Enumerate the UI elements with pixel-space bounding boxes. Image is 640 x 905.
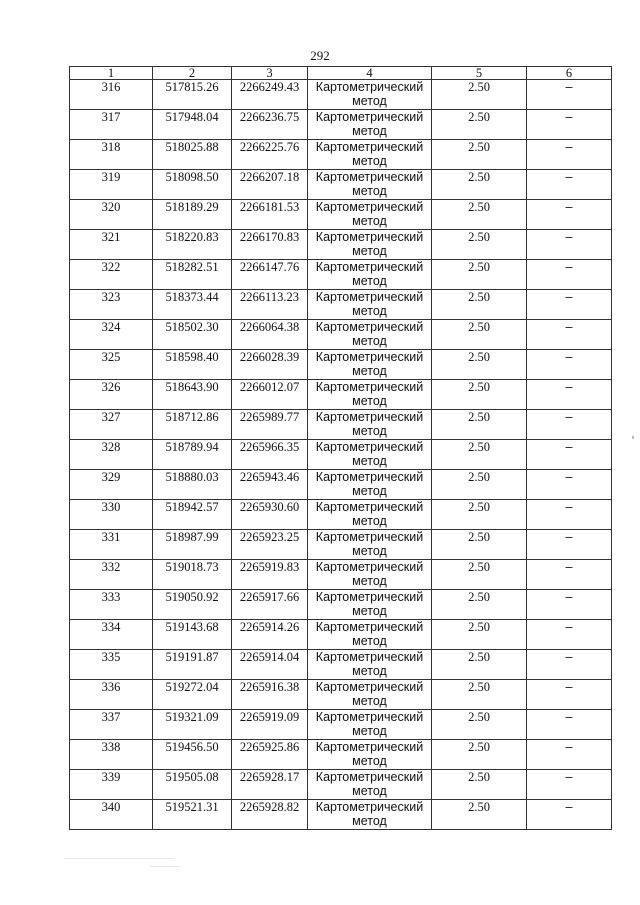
method-cell xyxy=(308,620,432,650)
note-cell: – xyxy=(527,290,612,320)
method-line-2: метод xyxy=(352,184,387,198)
note-cell: – xyxy=(527,110,612,140)
method-cell xyxy=(308,680,432,710)
table-row xyxy=(70,290,612,320)
point-number-cell: 332 xyxy=(70,560,153,590)
y-coordinate-cell: 2266225.76 xyxy=(232,140,308,170)
method-line-1: Картометрический xyxy=(315,620,424,634)
y-coordinate-cell: 2265943.46 xyxy=(232,470,308,500)
scan-artifact xyxy=(150,866,180,867)
method-line-2: метод xyxy=(352,124,387,138)
method-line-1: Картометрический xyxy=(315,650,424,664)
error-cell: 2.50 xyxy=(432,260,527,290)
x-coordinate-cell: 519272.04 xyxy=(153,680,232,710)
table-row xyxy=(70,740,612,770)
method-line-1: Картометрический xyxy=(315,260,424,274)
note-cell: – xyxy=(527,560,612,590)
method-line-1: Картометрический xyxy=(315,770,424,784)
method-cell xyxy=(308,230,432,260)
note-cell: – xyxy=(527,170,612,200)
error-cell: 2.50 xyxy=(432,380,527,410)
method-cell xyxy=(308,170,432,200)
error-cell: 2.50 xyxy=(432,440,527,470)
method-cell xyxy=(308,440,432,470)
y-coordinate-cell: 2265916.38 xyxy=(232,680,308,710)
method-line-2: метод xyxy=(352,394,387,408)
method-line-2: метод xyxy=(352,454,387,468)
scan-artifact xyxy=(64,858,174,859)
x-coordinate-cell: 518987.99 xyxy=(153,530,232,560)
x-coordinate-cell: 518220.83 xyxy=(153,230,232,260)
method-line-2: метод xyxy=(352,574,387,588)
x-coordinate-cell: 518598.40 xyxy=(153,350,232,380)
method-line-1: Картометрический xyxy=(315,200,424,214)
point-number-cell: 320 xyxy=(70,200,153,230)
x-coordinate-cell: 519191.87 xyxy=(153,650,232,680)
method-cell xyxy=(308,800,432,830)
y-coordinate-cell: 2266064.38 xyxy=(232,320,308,350)
table-row xyxy=(70,770,612,800)
y-coordinate-cell: 2266113.23 xyxy=(232,290,308,320)
method-line-2: метод xyxy=(352,514,387,528)
x-coordinate-cell: 518373.44 xyxy=(153,290,232,320)
method-cell xyxy=(308,200,432,230)
note-cell: – xyxy=(527,230,612,260)
method-cell xyxy=(308,320,432,350)
y-coordinate-cell: 2266147.76 xyxy=(232,260,308,290)
point-number-cell: 331 xyxy=(70,530,153,560)
method-cell xyxy=(308,560,432,590)
x-coordinate-cell: 519018.73 xyxy=(153,560,232,590)
error-cell: 2.50 xyxy=(432,650,527,680)
table-row xyxy=(70,260,612,290)
method-line-2: метод xyxy=(352,154,387,168)
note-cell: – xyxy=(527,380,612,410)
point-number-cell: 338 xyxy=(70,740,153,770)
y-coordinate-cell: 2265917.66 xyxy=(232,590,308,620)
error-cell: 2.50 xyxy=(432,770,527,800)
scan-artifact xyxy=(632,436,634,439)
x-coordinate-cell: 518189.29 xyxy=(153,200,232,230)
method-line-2: метод xyxy=(352,814,387,828)
method-line-2: метод xyxy=(352,724,387,738)
point-number-cell: 333 xyxy=(70,590,153,620)
note-cell: – xyxy=(527,800,612,830)
method-line-2: метод xyxy=(352,274,387,288)
error-cell: 2.50 xyxy=(432,500,527,530)
point-number-cell: 321 xyxy=(70,230,153,260)
note-cell: – xyxy=(527,710,612,740)
method-line-1: Картометрический xyxy=(315,350,424,364)
table-row xyxy=(70,650,612,680)
method-cell xyxy=(308,530,432,560)
note-cell: – xyxy=(527,140,612,170)
error-cell: 2.50 xyxy=(432,410,527,440)
method-line-2: метод xyxy=(352,664,387,678)
y-coordinate-cell: 2265925.86 xyxy=(232,740,308,770)
error-cell: 2.50 xyxy=(432,290,527,320)
table-row xyxy=(70,440,612,470)
method-line-2: метод xyxy=(352,754,387,768)
error-cell: 2.50 xyxy=(432,800,527,830)
method-line-2: метод xyxy=(352,94,387,108)
note-cell: – xyxy=(527,620,612,650)
note-cell: – xyxy=(527,320,612,350)
point-number-cell: 325 xyxy=(70,350,153,380)
table-row xyxy=(70,620,612,650)
y-coordinate-cell: 2266028.39 xyxy=(232,350,308,380)
note-cell: – xyxy=(527,200,612,230)
table-row xyxy=(70,410,612,440)
error-cell: 2.50 xyxy=(432,80,527,110)
method-line-2: метод xyxy=(352,304,387,318)
error-cell: 2.50 xyxy=(432,680,527,710)
table-row xyxy=(70,500,612,530)
point-number-cell: 336 xyxy=(70,680,153,710)
method-line-2: метод xyxy=(352,214,387,228)
note-cell: – xyxy=(527,680,612,710)
error-cell: 2.50 xyxy=(432,350,527,380)
error-cell: 2.50 xyxy=(432,320,527,350)
point-number-cell: 340 xyxy=(70,800,153,830)
error-cell: 2.50 xyxy=(432,530,527,560)
method-cell xyxy=(308,770,432,800)
method-line-1: Картометрический xyxy=(315,80,424,94)
method-line-1: Картометрический xyxy=(315,110,424,124)
method-cell xyxy=(308,710,432,740)
point-number-cell: 334 xyxy=(70,620,153,650)
table-row xyxy=(70,80,612,110)
method-line-1: Картометрический xyxy=(315,470,424,484)
table-row xyxy=(70,170,612,200)
method-cell xyxy=(308,410,432,440)
method-cell xyxy=(308,500,432,530)
x-coordinate-cell: 519521.31 xyxy=(153,800,232,830)
method-line-2: метод xyxy=(352,604,387,618)
method-cell xyxy=(308,80,432,110)
point-number-cell: 328 xyxy=(70,440,153,470)
column-header-3: 3 xyxy=(232,67,308,80)
x-coordinate-cell: 519456.50 xyxy=(153,740,232,770)
method-line-1: Картометрический xyxy=(315,560,424,574)
method-line-1: Картометрический xyxy=(315,380,424,394)
y-coordinate-cell: 2265914.26 xyxy=(232,620,308,650)
y-coordinate-cell: 2265930.60 xyxy=(232,500,308,530)
error-cell: 2.50 xyxy=(432,470,527,500)
note-cell: – xyxy=(527,260,612,290)
point-number-cell: 317 xyxy=(70,110,153,140)
point-number-cell: 330 xyxy=(70,500,153,530)
x-coordinate-cell: 518643.90 xyxy=(153,380,232,410)
table-row xyxy=(70,800,612,830)
column-header-6: 6 xyxy=(527,67,612,80)
note-cell: – xyxy=(527,80,612,110)
x-coordinate-cell: 519505.08 xyxy=(153,770,232,800)
point-number-cell: 318 xyxy=(70,140,153,170)
y-coordinate-cell: 2265919.83 xyxy=(232,560,308,590)
x-coordinate-cell: 518789.94 xyxy=(153,440,232,470)
method-line-2: метод xyxy=(352,334,387,348)
error-cell: 2.50 xyxy=(432,140,527,170)
note-cell: – xyxy=(527,650,612,680)
error-cell: 2.50 xyxy=(432,170,527,200)
point-number-cell: 329 xyxy=(70,470,153,500)
point-number-cell: 326 xyxy=(70,380,153,410)
x-coordinate-cell: 518502.30 xyxy=(153,320,232,350)
point-number-cell: 323 xyxy=(70,290,153,320)
table-row xyxy=(70,680,612,710)
method-cell xyxy=(308,260,432,290)
error-cell: 2.50 xyxy=(432,110,527,140)
x-coordinate-cell: 518025.88 xyxy=(153,140,232,170)
point-number-cell: 316 xyxy=(70,80,153,110)
y-coordinate-cell: 2265914.04 xyxy=(232,650,308,680)
column-header-1: 1 xyxy=(70,67,153,80)
table-row xyxy=(70,530,612,560)
y-coordinate-cell: 2266170.83 xyxy=(232,230,308,260)
y-coordinate-cell: 2266181.53 xyxy=(232,200,308,230)
method-cell xyxy=(308,650,432,680)
y-coordinate-cell: 2265989.77 xyxy=(232,410,308,440)
error-cell: 2.50 xyxy=(432,740,527,770)
method-cell xyxy=(308,380,432,410)
method-line-2: метод xyxy=(352,544,387,558)
x-coordinate-cell: 518098.50 xyxy=(153,170,232,200)
note-cell: – xyxy=(527,410,612,440)
note-cell: – xyxy=(527,530,612,560)
note-cell: – xyxy=(527,500,612,530)
table-row xyxy=(70,200,612,230)
error-cell: 2.50 xyxy=(432,590,527,620)
method-line-2: метод xyxy=(352,694,387,708)
coordinates-table xyxy=(69,66,612,830)
method-cell xyxy=(308,470,432,500)
table-row xyxy=(70,320,612,350)
method-line-1: Картометрический xyxy=(315,800,424,814)
point-number-cell: 327 xyxy=(70,410,153,440)
error-cell: 2.50 xyxy=(432,230,527,260)
point-number-cell: 319 xyxy=(70,170,153,200)
method-line-1: Картометрический xyxy=(315,500,424,514)
column-header-4: 4 xyxy=(308,67,432,80)
column-header-5: 5 xyxy=(432,67,527,80)
point-number-cell: 324 xyxy=(70,320,153,350)
x-coordinate-cell: 519321.09 xyxy=(153,710,232,740)
y-coordinate-cell: 2266012.07 xyxy=(232,380,308,410)
x-coordinate-cell: 518712.86 xyxy=(153,410,232,440)
point-number-cell: 337 xyxy=(70,710,153,740)
table-row xyxy=(70,470,612,500)
table-row xyxy=(70,590,612,620)
x-coordinate-cell: 518880.03 xyxy=(153,470,232,500)
method-line-1: Картометрический xyxy=(315,410,424,424)
x-coordinate-cell: 518942.57 xyxy=(153,500,232,530)
method-line-2: метод xyxy=(352,784,387,798)
table-row xyxy=(70,560,612,590)
method-line-1: Картометрический xyxy=(315,440,424,454)
method-line-1: Картометрический xyxy=(315,590,424,604)
method-line-1: Картометрический xyxy=(315,230,424,244)
column-header-2: 2 xyxy=(153,67,232,80)
method-line-2: метод xyxy=(352,364,387,378)
y-coordinate-cell: 2265919.09 xyxy=(232,710,308,740)
table-row xyxy=(70,710,612,740)
method-cell xyxy=(308,740,432,770)
note-cell: – xyxy=(527,740,612,770)
method-line-1: Картометрический xyxy=(315,710,424,724)
y-coordinate-cell: 2266236.75 xyxy=(232,110,308,140)
y-coordinate-cell: 2265928.17 xyxy=(232,770,308,800)
note-cell: – xyxy=(527,770,612,800)
method-line-2: метод xyxy=(352,484,387,498)
note-cell: – xyxy=(527,350,612,380)
x-coordinate-cell: 519050.92 xyxy=(153,590,232,620)
point-number-cell: 339 xyxy=(70,770,153,800)
method-cell xyxy=(308,290,432,320)
error-cell: 2.50 xyxy=(432,620,527,650)
note-cell: – xyxy=(527,440,612,470)
column-number-row xyxy=(70,67,612,80)
error-cell: 2.50 xyxy=(432,200,527,230)
table-row xyxy=(70,230,612,260)
table-row xyxy=(70,350,612,380)
table-row xyxy=(70,110,612,140)
point-number-cell: 322 xyxy=(70,260,153,290)
method-cell xyxy=(308,350,432,380)
method-line-2: метод xyxy=(352,424,387,438)
method-line-1: Картометрический xyxy=(315,530,424,544)
y-coordinate-cell: 2265923.25 xyxy=(232,530,308,560)
x-coordinate-cell: 519143.68 xyxy=(153,620,232,650)
note-cell: – xyxy=(527,470,612,500)
point-number-cell: 335 xyxy=(70,650,153,680)
y-coordinate-cell: 2266249.43 xyxy=(232,80,308,110)
method-line-2: метод xyxy=(352,634,387,648)
method-cell xyxy=(308,110,432,140)
table-row xyxy=(70,380,612,410)
method-line-1: Картометрический xyxy=(315,140,424,154)
y-coordinate-cell: 2266207.18 xyxy=(232,170,308,200)
method-line-1: Картометрический xyxy=(315,290,424,304)
method-line-1: Картометрический xyxy=(315,170,424,184)
error-cell: 2.50 xyxy=(432,560,527,590)
x-coordinate-cell: 517815.26 xyxy=(153,80,232,110)
table-row xyxy=(70,140,612,170)
method-line-2: метод xyxy=(352,244,387,258)
method-cell xyxy=(308,590,432,620)
page-number: 292 xyxy=(310,48,330,63)
method-line-1: Картометрический xyxy=(315,320,424,334)
x-coordinate-cell: 518282.51 xyxy=(153,260,232,290)
method-line-1: Картометрический xyxy=(315,740,424,754)
method-line-1: Картометрический xyxy=(315,680,424,694)
x-coordinate-cell: 517948.04 xyxy=(153,110,232,140)
error-cell: 2.50 xyxy=(432,710,527,740)
y-coordinate-cell: 2265966.35 xyxy=(232,440,308,470)
table-body xyxy=(70,67,612,830)
note-cell: – xyxy=(527,590,612,620)
method-cell xyxy=(308,140,432,170)
y-coordinate-cell: 2265928.82 xyxy=(232,800,308,830)
